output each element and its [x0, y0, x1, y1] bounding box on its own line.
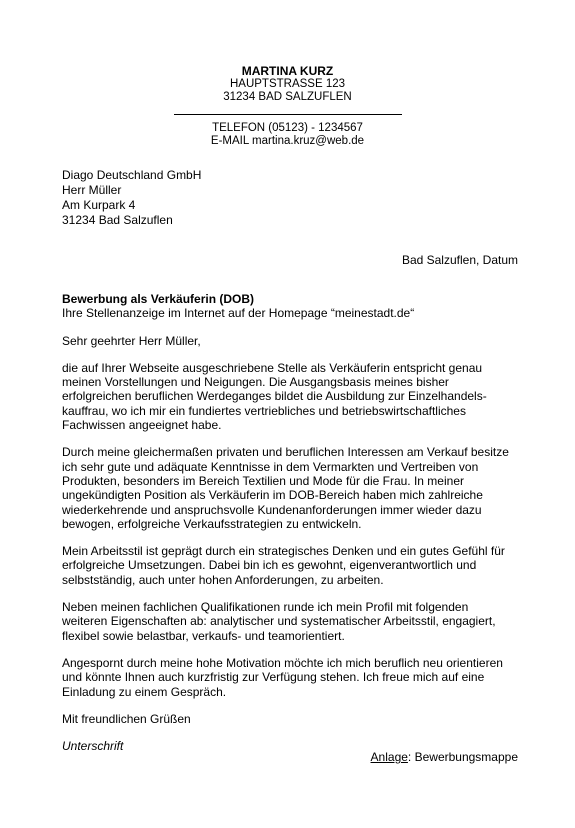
sender-city: 31234 BAD SALZUFLEN — [223, 91, 352, 103]
header-divider — [174, 114, 402, 115]
text-line: erfolgreiche Umsetzungen. Dabei bin ich es gewohnt, eigenverantwortlich und — [62, 558, 477, 573]
text-line: kauffrau, wo ich mir ein fundiertes vertriebliches und betriebswirtschaftliches — [62, 403, 466, 418]
text-line: Durch meine gleichermaßen privaten und beruflichen Interessen am Verkauf besitze — [62, 445, 509, 460]
recipient-address — [62, 168, 201, 228]
text-line: flexibel sowie belastbar, verkaufs- und teamorientiert. — [62, 628, 345, 643]
text-line: meinen Vorstellungen und Neigungen. Die Ausgangsbasis meines bisher — [62, 375, 449, 390]
recipient-person: Herr Müller — [62, 183, 122, 197]
text-line: Einladung zu einem Gespräch. — [62, 684, 227, 699]
text-line: weiteren Eigenschaften ab: analytischer und systematischer Arbeitsstil, engagiert, — [62, 614, 496, 629]
paragraph-4 — [62, 600, 522, 643]
attachment-value: Bewerbungsmappe — [414, 750, 518, 764]
salutation: Sehr geehrter Herr Müller, — [62, 333, 201, 348]
signature: Unterschrift — [62, 739, 124, 754]
text-line: ungekündigten Position als Verkäuferin im DOB-Bereich haben mich zahlreiche — [62, 488, 483, 503]
text-line: Mein Arbeitsstil ist geprägt durch ein strategisches Denken und ein gutes Gefühl für — [62, 544, 505, 559]
text-line: wiederkehrende und anspruchsvolle Kundenanforderungen immer wieder dazu — [62, 502, 482, 517]
sender-name: MARTINA KURZ — [241, 64, 334, 78]
text-line: und könnte Ihnen auch kurzfristig zur Verfügung stehen. Ich freue mich auf eine — [62, 670, 485, 685]
subject-line: Bewerbung als Verkäuferin (DOB) — [62, 292, 255, 306]
text-line: selbstständig, auch unter hohen Anforderungen, zu arbeiten. — [62, 572, 384, 587]
recipient-street: Am Kurpark 4 — [62, 198, 136, 212]
sender-header — [0, 64, 575, 148]
attachment-separator: : — [407, 750, 415, 764]
text-line: Produkten, besonders im Bereich Textilien und Mode für die Frau. In meiner — [62, 473, 464, 488]
attachment-label: Anlage — [370, 750, 408, 764]
sender-email: E-MAIL martina.kruz@web.de — [210, 135, 365, 147]
text-line: die auf Ihrer Webseite ausgeschriebene Stelle als Verkäuferin entspricht genau — [62, 360, 483, 375]
paragraph-2 — [62, 445, 522, 531]
reference-line: Ihre Stellenanzeige im Internet auf der Homepage “meinestadt.de“ — [62, 306, 415, 321]
recipient-city: 31234 Bad Salzuflen — [62, 213, 173, 227]
text-line: Angespornt durch meine hohe Motivation möchte ich mich beruflich neu orientieren — [62, 655, 503, 670]
closing: Mit freundlichen Grüßen — [62, 711, 191, 726]
text-line: ich sehr gute und adäquate Kenntnisse in dem Vermarkten und Vertreiben von — [62, 459, 479, 474]
letter-body — [62, 292, 522, 753]
text-line: Fachwissen angeeignet habe. — [62, 418, 222, 433]
sender-street: HAUPTSTRASSE 123 — [229, 78, 346, 90]
paragraph-1 — [62, 361, 522, 432]
text-line: erfolgreichen beruflichen Werdeganges bildet die Ausbildung zur Einzelhandels- — [62, 389, 487, 404]
recipient-company: Diago Deutschland GmbH — [62, 168, 202, 182]
text-line: Neben meinen fachlichen Qualifikationen runde ich mein Profil mit folgenden — [62, 600, 469, 615]
place-date: Bad Salzuflen, Datum — [401, 253, 518, 267]
text-line: bewogen, erfolgreiche Verkaufsstrategien zu entwickeln. — [62, 516, 362, 531]
paragraph-3 — [62, 544, 522, 587]
sender-phone: TELEFON (05123) - 1234567 — [212, 122, 363, 134]
attachment-line — [371, 750, 518, 765]
paragraph-5 — [62, 656, 522, 699]
